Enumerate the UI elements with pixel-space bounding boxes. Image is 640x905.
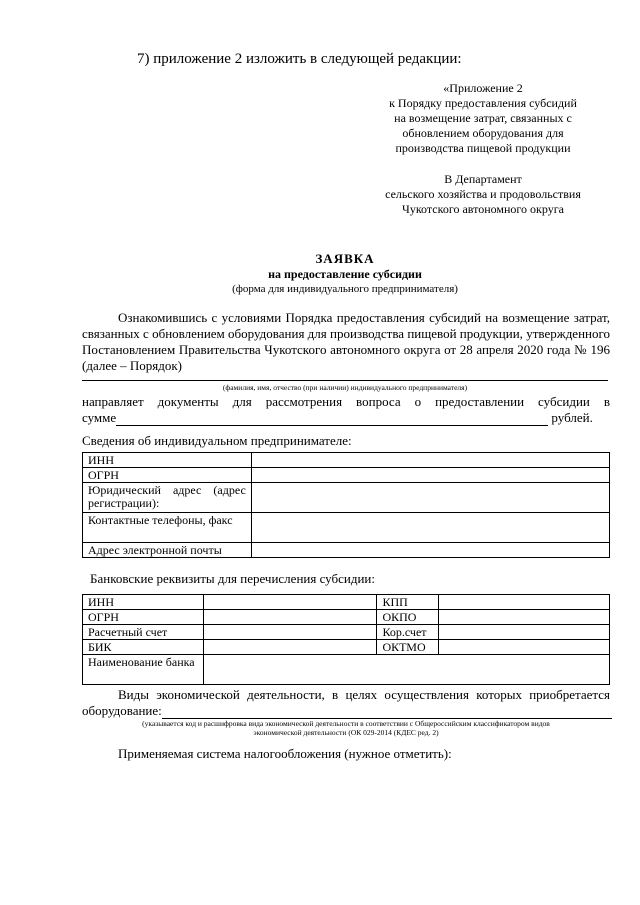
oktmo-label: ОКТМО	[377, 640, 439, 655]
appendix-line: к Порядку предоставления субсидий	[389, 96, 577, 110]
table-row	[83, 483, 610, 513]
oktmo-cell[interactable]	[439, 640, 610, 655]
addressee-line: В Департамент	[444, 172, 522, 186]
account-cell[interactable]	[203, 625, 377, 640]
bank-ogrn-cell[interactable]	[203, 610, 377, 625]
bank-info-table	[82, 594, 610, 685]
inn-value-cell[interactable]	[251, 453, 609, 468]
okpo-label: ОКПО	[377, 610, 439, 625]
name-fill-line[interactable]	[82, 380, 608, 381]
bik-cell[interactable]	[203, 640, 377, 655]
ip-info-table	[82, 452, 610, 558]
activity-caption-line: экономической деятельности (ОК 029-2014 (КДЕС ред. 2)	[253, 728, 439, 737]
bank-section-title: Банковские реквизиты для перечисления субсидии:	[90, 571, 375, 586]
okpo-cell[interactable]	[439, 610, 610, 625]
addressee-block	[360, 172, 606, 217]
ogrn-value-cell[interactable]	[251, 468, 609, 483]
inn-label: ИНН	[83, 453, 252, 468]
sum-suffix: рублей.	[551, 410, 593, 425]
document-title: ЗАЯВКА	[315, 251, 375, 266]
sum-input[interactable]	[116, 413, 548, 426]
table-row	[83, 513, 610, 543]
bik-label: БИК	[83, 640, 204, 655]
phones-value-cell[interactable]	[251, 513, 609, 543]
tax-system-text: Применяемая система налогообложения (нужное отметить):	[118, 746, 452, 761]
title-block	[0, 251, 640, 296]
document-subtitle: на предоставление субсидии	[268, 267, 422, 281]
form-note: (форма для индивидуального предпринимателя)	[232, 283, 458, 295]
table-row	[83, 468, 610, 483]
corr-account-label: Кор.счет	[377, 625, 439, 640]
sum-line	[82, 410, 610, 426]
kpp-cell[interactable]	[439, 595, 610, 610]
address-label: Юридический адрес (адрес регистрации):	[83, 483, 252, 513]
email-value-cell[interactable]	[251, 543, 609, 558]
email-label: Адрес электронной почты	[83, 543, 252, 558]
table-row	[83, 453, 610, 468]
activity-caption-line: (указывается код и расшифровка вида экономической деятельности в соответствии с Общероссийским классификатором видов	[142, 719, 550, 728]
addressee-line: Чукотского автономного округа	[402, 202, 564, 216]
table-row	[83, 595, 610, 610]
kpp-label: КПП	[377, 595, 439, 610]
address-value-cell[interactable]	[251, 483, 609, 513]
table-row	[83, 543, 610, 558]
corr-account-cell[interactable]	[439, 625, 610, 640]
ip-section-title: Сведения об индивидуальном предпринимателе:	[82, 433, 352, 448]
table-row	[83, 655, 610, 685]
table-row	[83, 610, 610, 625]
bank-name-label: Наименование банка	[83, 655, 204, 685]
name-caption: (фамилия, имя, отчество (при наличии) индивидуального предпринимателя)	[222, 383, 468, 392]
activity-text: Виды экономической деятельности, в целях осуществления которых приобретается	[118, 687, 610, 702]
ogrn-label: ОГРН	[83, 468, 252, 483]
activity-input[interactable]	[162, 706, 612, 719]
bank-ogrn-label: ОГРН	[83, 610, 204, 625]
table-row	[83, 625, 610, 640]
sum-prefix: сумме	[82, 410, 117, 425]
appendix-line: производства пищевой продукции	[395, 141, 571, 155]
intro-paragraph: Ознакомившись с условиями Порядка предоставления субсидий на возмещение затрат, связанных с обновлением оборудования для производства пищевой продукции, утвержденного Постановлением Правительства Чукотского автономного округа от 28 апреля 2020 года № 196 (далее – Порядок)	[82, 310, 610, 373]
bank-name-cell[interactable]	[203, 655, 609, 685]
addressee-line: сельского хозяйства и продовольствия	[385, 187, 581, 201]
activity-prefix: оборудование:	[82, 703, 162, 718]
bank-inn-label: ИНН	[83, 595, 204, 610]
amendment-intro: 7) приложение 2 изложить в следующей редакции:	[137, 51, 462, 67]
appendix-line: «Приложение 2	[443, 81, 523, 95]
bank-inn-cell[interactable]	[203, 595, 377, 610]
phones-label: Контактные телефоны, факс	[83, 513, 252, 543]
activity-caption	[82, 719, 610, 737]
appendix-line: на возмещение затрат, связанных с	[394, 111, 572, 125]
sends-text: направляет документы для рассмотрения вопроса о предоставлении субсидии в	[82, 394, 610, 409]
activity-line	[82, 703, 610, 719]
table-row	[83, 640, 610, 655]
appendix-line: обновлением оборудования для	[402, 126, 564, 140]
appendix-header	[360, 81, 606, 156]
account-label: Расчетный счет	[83, 625, 204, 640]
